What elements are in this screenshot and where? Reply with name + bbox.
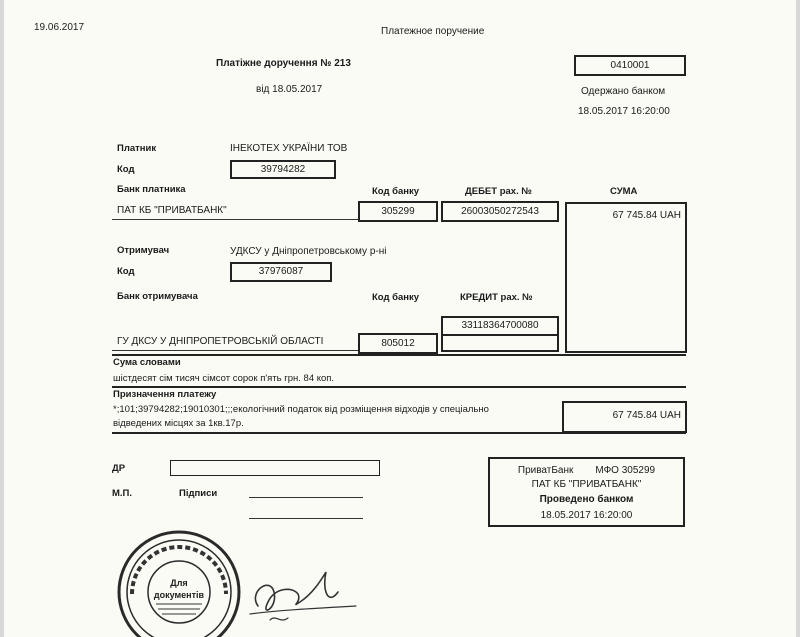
recipient-label: Отримувач <box>117 245 170 256</box>
debit-account: 26003050272543 <box>461 206 539 217</box>
purpose-label: Призначення платежу <box>113 389 217 400</box>
section-rule-1 <box>112 354 686 356</box>
recipient-bank-code-label: Код банку <box>372 292 420 303</box>
debit-account-box <box>441 201 559 222</box>
payer-code: 39794282 <box>260 164 306 175</box>
dr-label: ДР <box>112 463 126 474</box>
seal-center-line-2: документів <box>153 590 205 600</box>
bank-stamp-processed: Проведено банком <box>539 494 634 505</box>
bank-stamp-mfo: МФО 305299 <box>595 465 656 476</box>
credit-label: КРЕДИТ рах. № <box>460 292 533 303</box>
recipient-code: 37976087 <box>258 266 304 277</box>
order-date: від 18.05.2017 <box>256 84 323 95</box>
recipient-bank-name: ГУ ДКСУ У ДНІПРОПЕТРОВСЬКІЙ ОБЛАСТІ <box>117 336 324 347</box>
payer-code-box <box>230 160 336 179</box>
seal-center-lines <box>156 604 202 614</box>
page-title: Платежное поручение <box>381 26 485 37</box>
credit-account: 33118364700080 <box>461 320 539 331</box>
words-text: шістдесят сім тисяч сімсот сорок п'ять грн. 84 коп. <box>113 373 335 384</box>
payer-bank-name: ПАТ КБ "ПРИВАТБАНК" <box>117 205 227 216</box>
payer-bank-code-box <box>358 201 438 222</box>
recipient-bank-underline <box>112 350 358 351</box>
purpose-amount: 67 745.84 UAH <box>612 410 681 421</box>
purpose-amount-box <box>562 401 687 433</box>
amount-box <box>565 202 687 353</box>
scan-right-edge <box>796 0 800 637</box>
recipient-bank-label: Банк отримувача <box>117 291 198 302</box>
form-code: 0410001 <box>610 60 650 71</box>
mp-label: М.П. <box>112 488 133 499</box>
purpose-line-1: *;101;39794282;19010301;;;екологічний податок від розміщення відходів у спеціально <box>113 404 489 415</box>
bank-stamp-row <box>490 466 683 476</box>
bank-stamp-datetime: 18.05.2017 16:20:00 <box>540 510 633 521</box>
debit-label: ДЕБЕТ рах. № <box>465 186 532 197</box>
received-label: Одержано банком <box>581 86 666 97</box>
seal-center-text <box>154 578 205 600</box>
print-date: 19.06.2017 <box>34 22 85 33</box>
section-rule-3 <box>112 432 686 434</box>
signature-line-2 <box>249 518 363 519</box>
seal-center-line-1: Для <box>170 578 188 588</box>
credit-extra-box <box>441 334 559 352</box>
recipient-name: УДКСУ у Дніпропетровському р-ні <box>230 246 387 257</box>
received-datetime: 18.05.2017 16:20:00 <box>578 106 670 117</box>
payer-bank-label: Банк платника <box>117 184 186 195</box>
payer-bank-code-label: Код банку <box>372 186 420 197</box>
recipient-bank-code-box <box>358 333 438 354</box>
payer-bank-underline <box>112 219 358 220</box>
payer-label: Платник <box>117 143 157 154</box>
dr-field <box>170 460 380 476</box>
bank-stamp-bank: ПриватБанк <box>517 465 574 476</box>
signatures-label: Підписи <box>179 488 218 499</box>
form-code-box <box>574 55 686 76</box>
words-label: Сума словами <box>113 357 181 368</box>
round-seal <box>112 520 246 637</box>
signature-line-1 <box>249 497 363 498</box>
amount-label: СУМА <box>610 186 638 197</box>
payer-name: ІНЕКОТЕХ УКРАЇНИ ТОВ <box>230 143 348 154</box>
purpose-line-2: відведених місцях за 1кв.17р. <box>113 418 244 429</box>
handwritten-signature <box>240 562 360 632</box>
bank-stamp-box <box>488 457 685 527</box>
payer-bank-code: 305299 <box>381 206 415 217</box>
bank-stamp-full-name: ПАТ КБ "ПРИВАТБАНК" <box>531 479 642 490</box>
recipient-bank-code: 805012 <box>381 338 415 349</box>
amount-value: 67 745.84 UAH <box>612 210 681 221</box>
credit-account-box <box>441 316 559 336</box>
scan-left-edge <box>0 0 4 637</box>
recipient-code-box <box>230 262 332 282</box>
payer-code-label: Код <box>117 164 135 175</box>
recipient-code-label: Код <box>117 266 135 277</box>
order-title: Платіжне доручення № 213 <box>216 58 351 69</box>
section-rule-2 <box>112 386 686 388</box>
